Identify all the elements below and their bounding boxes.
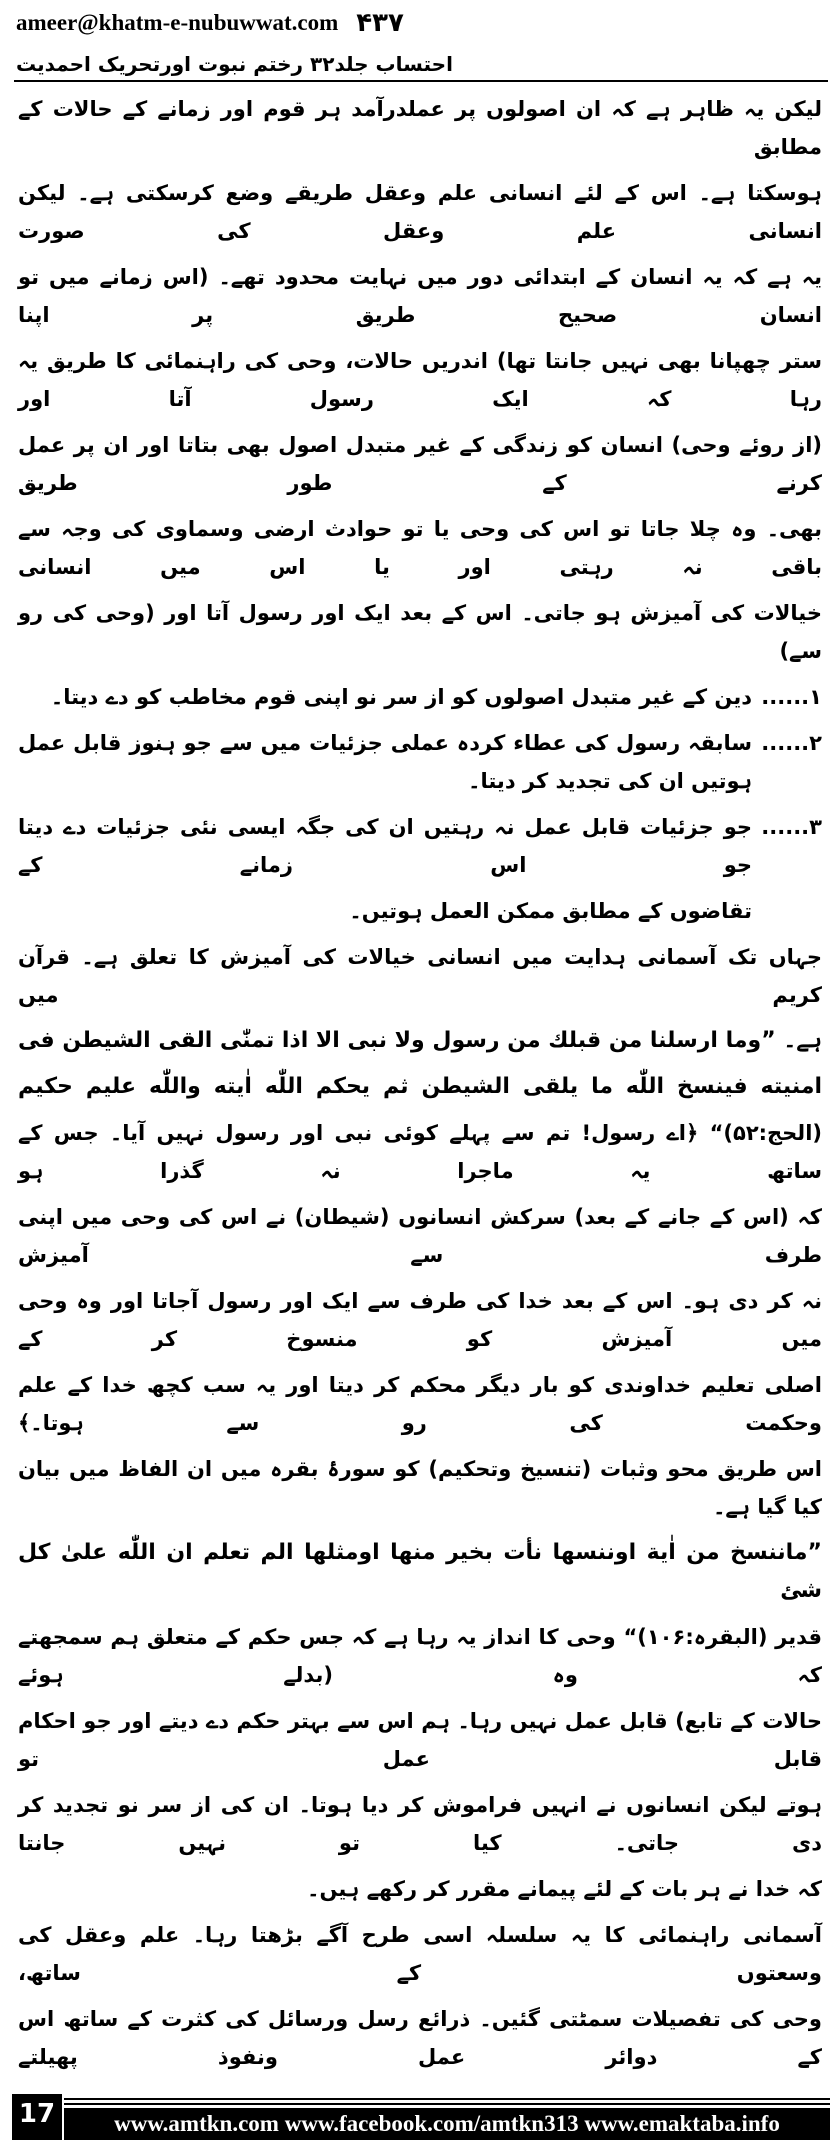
line-text: قدیر (البقرہ:۱۰۶)“ وحی کا انداز یہ رہا ہے کہ جس حکم کے متعلق ہم سمجھتے کہ وہ (بدلے ہوئے xyxy=(18,1625,822,1687)
text-line xyxy=(18,1534,822,1610)
line-text: لیکن یہ ظاہر ہے کہ ان اصولوں پر عملدرآمد ہر قوم اور زمانے کے حالات کے مطابق xyxy=(18,97,822,159)
text-line xyxy=(18,1916,822,1992)
page-body-text xyxy=(12,90,830,2084)
text-line xyxy=(18,426,822,502)
line-text: امنیته فینسخ اللّٰه ما یلقی الشیطن ثم یحکم اللّٰه اٰیته واللّٰه علیم حکیم xyxy=(18,1074,822,1099)
text-line xyxy=(18,1198,822,1274)
text-line xyxy=(18,808,822,884)
line-text: دین کے غیر متبدل اصولوں کو از سر نو اپنی قوم مخاطب کو دے دیتا۔ xyxy=(50,685,752,709)
header-left-group xyxy=(16,8,404,38)
text-line xyxy=(18,1282,822,1358)
text-line xyxy=(18,892,822,930)
line-text: کہ خدا نے ہر بات کے لئے پیمانے مقرر کر رکھے ہیں۔ xyxy=(307,1877,822,1901)
header-email: ameer@khatm-e-nubuwwat.com xyxy=(16,10,339,35)
header-divider xyxy=(14,80,828,82)
text-line xyxy=(18,678,822,716)
footer-links: www.amtkn.com www.facebook.com/amtkn313 www.emaktaba.info xyxy=(64,2108,830,2140)
line-text: سابقہ رسول کی عطاء کردہ عملی جزئیات میں سے جو ہنوز قابل عمل ہوتیں ان کی تجدید کر دیتا۔ xyxy=(18,731,752,793)
text-line xyxy=(18,1870,822,1908)
line-text: ہے۔ ”وما ارسلنا من قبلك من رسول ولا نبی الا اذا تمنّٰی القی الشیطن فی xyxy=(18,1028,822,1053)
line-text: حالات کے تابع) قابل عمل نہیں رہا۔ ہم اس سے بہتر حکم دے دیتے اور جو احکام قابل عمل تو xyxy=(18,1709,822,1771)
footer-rule xyxy=(64,2103,830,2105)
line-text: اصلی تعلیم خداوندی کو بار دیگر محکم کر دیتا اور یہ سب کچھ خدا کے علم وحکمت کی رو سے ہوتا۔﴾ xyxy=(18,1373,822,1435)
text-line xyxy=(18,510,822,586)
text-line xyxy=(18,1702,822,1778)
line-text: تقاضوں کے مطابق ممکن العمل ہوتیں۔ xyxy=(349,899,752,923)
header-book-title: احتساب جلد۳۲ رختم نبوت اورتحریک احمدیت xyxy=(16,52,453,76)
line-text: یہ ہے کہ یہ انسان کے ابتدائی دور میں نہایت محدود تھے۔ (اس زمانے میں تو انسان صحیح طریق پر اپنا xyxy=(18,265,822,327)
footer-page-number: 17 xyxy=(12,2094,62,2140)
text-line xyxy=(18,1450,822,1526)
text-line xyxy=(18,90,822,166)
page-header xyxy=(12,8,830,76)
line-text: اس طریق محو وثبات (تنسیخ وتحکیم) کو سورۂ بقرہ میں ان الفاظ میں بیان کیا گیا ہے۔ xyxy=(18,1457,822,1519)
line-text: نہ کر دی ہو۔ اس کے بعد خدا کی طرف سے ایک اور رسول آجاتا اور وہ وحی میں آمیزش کو منسوخ کر کے xyxy=(18,1289,822,1351)
text-line xyxy=(18,2000,822,2076)
text-line xyxy=(18,938,822,1014)
text-line xyxy=(18,174,822,250)
line-text: وحی کی تفصیلات سمٹتی گئیں۔ ذرائع رسل ورسائل کی کثرت کے ساتھ اس کے دوائر عمل ونفوذ پھیلتے xyxy=(18,2007,822,2069)
line-text: ”ماننسخ من اٰیة اوننسها نأت بخیر منها اومثلها الم تعلم ان اللّٰه علیٰ کل شئ xyxy=(18,1540,822,1603)
line-text: (الحج:۵۲)“ ﴿اے رسول! تم سے پہلے کوئی نبی اور رسول نہیں آیا۔ جس کے ساتھ یہ ماجرا نہ گذرا ہو xyxy=(18,1121,822,1183)
text-line xyxy=(18,594,822,670)
text-line xyxy=(18,1366,822,1442)
line-text: خیالات کی آمیزش ہو جاتی۔ اس کے بعد ایک اور رسول آتا اور (وحی کی رو سے) xyxy=(18,601,822,663)
text-line xyxy=(18,1786,822,1862)
text-line xyxy=(18,1114,822,1190)
line-text: جہاں تک آسمانی ہدایت میں انسانی خیالات کی آمیزش کا تعلق ہے۔ قرآن کریم میں xyxy=(18,945,822,1007)
header-page-number: ۴۳۷ xyxy=(356,8,404,38)
text-line xyxy=(18,342,822,418)
text-line xyxy=(18,1022,822,1060)
line-text: (از روئے وحی) انسان کو زندگی کے غیر متبدل اصول بھی بتاتا اور ان پر عمل کرنے کے طور طریق xyxy=(18,433,822,495)
line-text: ہوتے لیکن انسانوں نے انہیں فراموش کر دیا ہوتا۔ ان کی از سر نو تجدید کر دی جاتی۔ کیا تو نہیں جانتا xyxy=(18,1793,822,1855)
page-footer xyxy=(12,2094,830,2140)
text-line xyxy=(18,1068,822,1106)
line-text: جو جزئیات قابل عمل نہ رہتیں ان کی جگہ ایسی نئی جزئیات دے دیتا جو اس زمانے کے xyxy=(18,815,752,877)
list-number: ۳...... xyxy=(761,815,822,839)
line-text: بھی۔ وہ چلا جاتا تو اس کی وحی یا تو حوادث ارضی وسماوی کی وجہ سے باقی نہ رہتی اور یا اس میں انسانی xyxy=(18,517,822,579)
footer-rule xyxy=(64,2098,830,2100)
text-line xyxy=(18,724,822,800)
line-text: ہوسکتا ہے۔ اس کے لئے انسانی علم وعقل طریقے وضع کرسکتی ہے۔ لیکن انسانی علم وعقل کی صورت xyxy=(18,181,822,243)
list-number: ۲...... xyxy=(761,731,822,755)
text-line xyxy=(18,1618,822,1694)
list-number: ۱...... xyxy=(761,685,822,709)
line-text: آسمانی راہنمائی کا یہ سلسلہ اسی طرح آگے بڑھتا رہا۔ علم وعقل کی وسعتوں کے ساتھ، xyxy=(18,1923,822,1985)
text-line xyxy=(18,258,822,334)
line-text: ستر چھپانا بھی نہیں جانتا تھا) اندریں حالات، وحی کی راہنمائی کا طریق یہ رہا کہ ایک رسول آتا اور xyxy=(18,349,822,411)
line-text: کہ (اس کے جانے کے بعد) سرکش انسانوں (شیطان) نے اس کی وحی میں اپنی طرف سے آمیزش xyxy=(18,1205,822,1267)
